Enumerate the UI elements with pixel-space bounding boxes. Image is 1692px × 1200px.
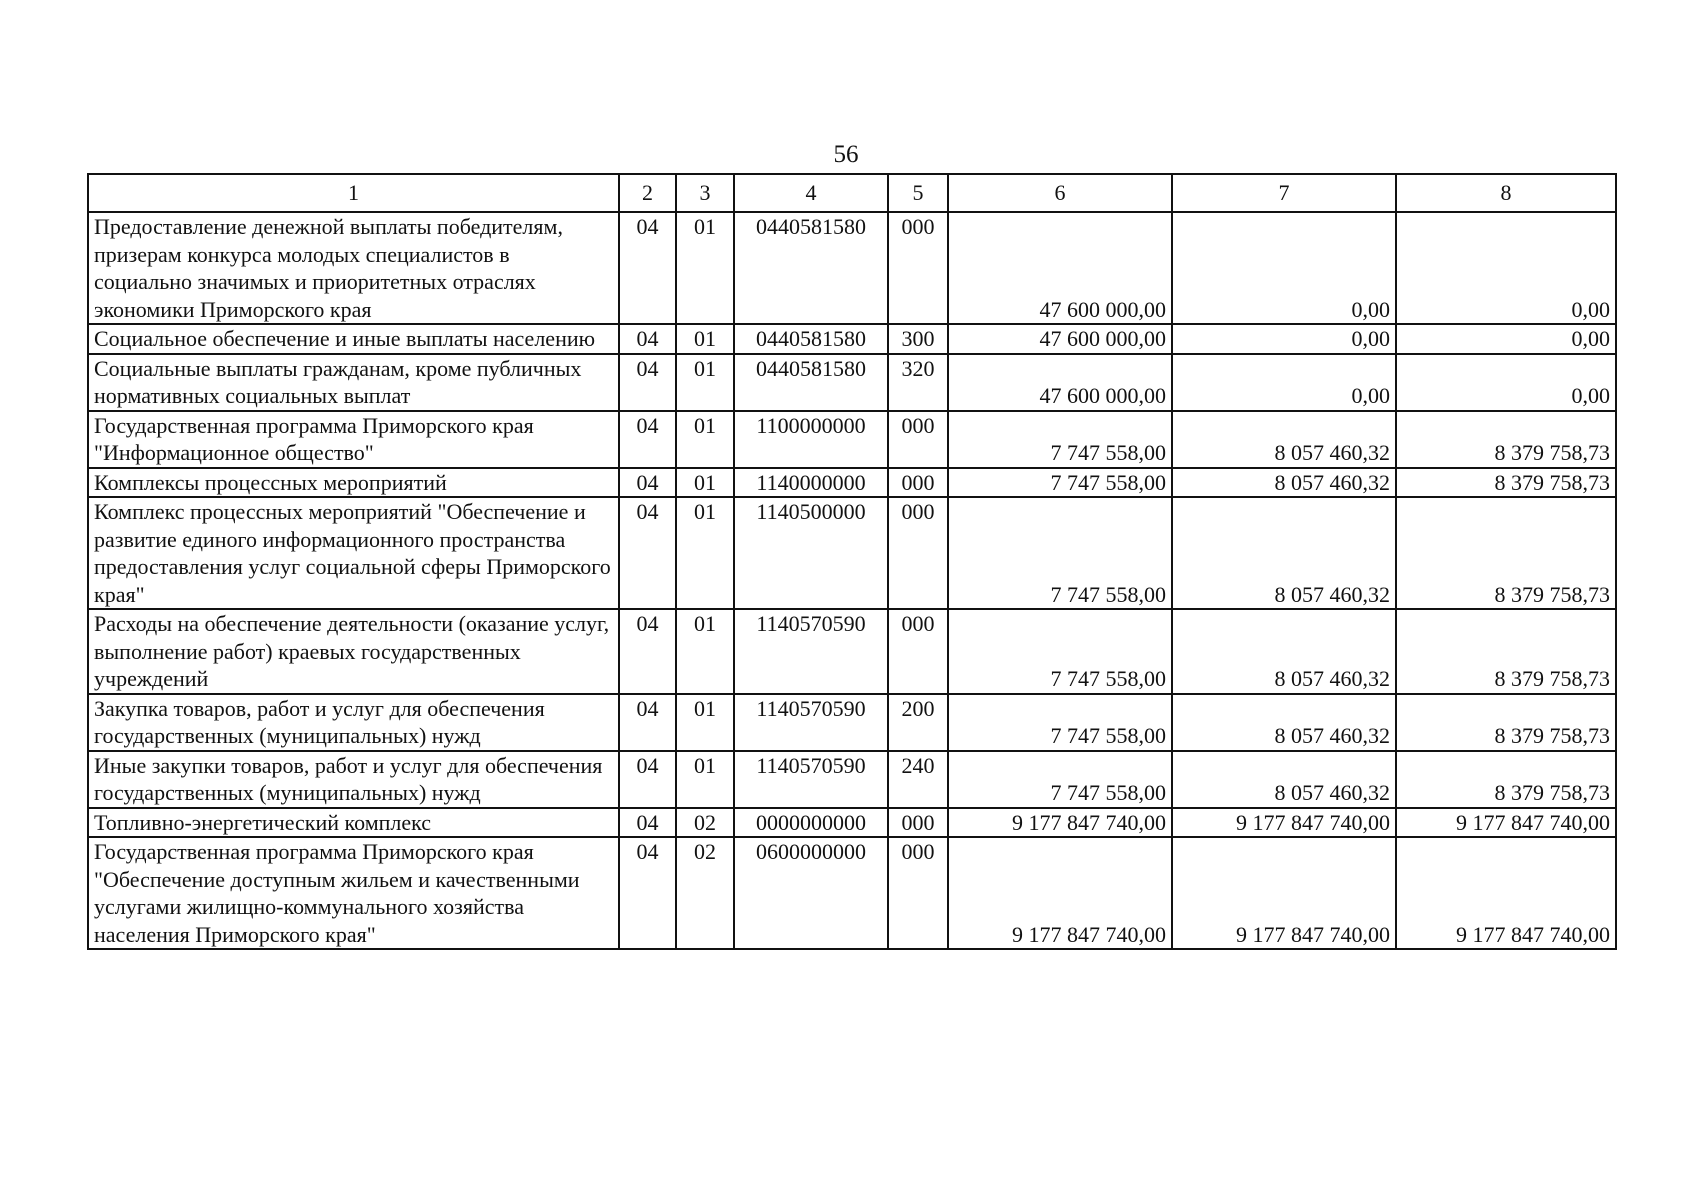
subsection-code: 01 xyxy=(676,411,734,468)
row-name: Закупка товаров, работ и услуг для обеспечения государственных (муниципальных) нужд xyxy=(88,694,619,751)
amount-col-8: 8 379 758,73 xyxy=(1396,411,1616,468)
target-article-code: 1100000000 xyxy=(734,411,888,468)
row-name: Топливно-энергетический комплекс xyxy=(88,808,619,838)
subsection-code: 01 xyxy=(676,212,734,324)
section-code: 04 xyxy=(619,609,676,694)
section-code: 04 xyxy=(619,324,676,354)
amount-col-8: 8 379 758,73 xyxy=(1396,497,1616,609)
amount-col-6: 47 600 000,00 xyxy=(948,324,1172,354)
target-article-code: 0000000000 xyxy=(734,808,888,838)
target-article-code: 1140500000 xyxy=(734,497,888,609)
row-name: Предоставление денежной выплаты победителям, призерам конкурса молодых специалистов в социально значимых и приоритетных отраслях экономики Приморского края xyxy=(88,212,619,324)
expense-type-code: 320 xyxy=(888,354,948,411)
amount-col-7: 8 057 460,32 xyxy=(1172,609,1396,694)
section-code: 04 xyxy=(619,468,676,498)
subsection-code: 01 xyxy=(676,468,734,498)
column-header: 5 xyxy=(888,174,948,212)
target-article-code: 0440581580 xyxy=(734,354,888,411)
table-row xyxy=(88,212,1616,324)
amount-col-6: 7 747 558,00 xyxy=(948,694,1172,751)
expense-type-code: 000 xyxy=(888,497,948,609)
subsection-code: 01 xyxy=(676,354,734,411)
amount-col-7: 8 057 460,32 xyxy=(1172,497,1396,609)
amount-col-6: 7 747 558,00 xyxy=(948,609,1172,694)
column-header: 7 xyxy=(1172,174,1396,212)
amount-col-8: 8 379 758,73 xyxy=(1396,609,1616,694)
expense-type-code: 000 xyxy=(888,609,948,694)
row-name: Социальные выплаты гражданам, кроме публичных нормативных социальных выплат xyxy=(88,354,619,411)
table-row xyxy=(88,609,1616,694)
row-name: Государственная программа Приморского края "Обеспечение доступным жильем и качественными услугами жилищно-коммунального хозяйства населения Приморского края" xyxy=(88,837,619,949)
section-code: 04 xyxy=(619,808,676,838)
subsection-code: 01 xyxy=(676,751,734,808)
target-article-code: 1140570590 xyxy=(734,751,888,808)
column-header: 8 xyxy=(1396,174,1616,212)
amount-col-8: 9 177 847 740,00 xyxy=(1396,837,1616,949)
amount-col-7: 9 177 847 740,00 xyxy=(1172,837,1396,949)
subsection-code: 02 xyxy=(676,808,734,838)
column-header: 3 xyxy=(676,174,734,212)
section-code: 04 xyxy=(619,497,676,609)
section-code: 04 xyxy=(619,354,676,411)
subsection-code: 02 xyxy=(676,837,734,949)
amount-col-8: 8 379 758,73 xyxy=(1396,751,1616,808)
row-name: Расходы на обеспечение деятельности (оказание услуг, выполнение работ) краевых государственных учреждений xyxy=(88,609,619,694)
column-header: 4 xyxy=(734,174,888,212)
row-name: Государственная программа Приморского края "Информационное общество" xyxy=(88,411,619,468)
expense-type-code: 000 xyxy=(888,468,948,498)
amount-col-7: 0,00 xyxy=(1172,324,1396,354)
amount-col-6: 47 600 000,00 xyxy=(948,354,1172,411)
amount-col-8: 0,00 xyxy=(1396,324,1616,354)
target-article-code: 0440581580 xyxy=(734,212,888,324)
amount-col-8: 9 177 847 740,00 xyxy=(1396,808,1616,838)
subsection-code: 01 xyxy=(676,497,734,609)
table-row xyxy=(88,497,1616,609)
amount-col-6: 7 747 558,00 xyxy=(948,497,1172,609)
column-header: 2 xyxy=(619,174,676,212)
target-article-code: 0600000000 xyxy=(734,837,888,949)
amount-col-7: 0,00 xyxy=(1172,212,1396,324)
budget-table xyxy=(87,173,1617,950)
amount-col-8: 8 379 758,73 xyxy=(1396,468,1616,498)
amount-col-6: 7 747 558,00 xyxy=(948,468,1172,498)
expense-type-code: 000 xyxy=(888,837,948,949)
column-header: 6 xyxy=(948,174,1172,212)
expense-type-code: 200 xyxy=(888,694,948,751)
row-name: Комплекс процессных мероприятий "Обеспечение и развитие единого информационного пространства предоставления услуг социальной сферы Приморского края" xyxy=(88,497,619,609)
table-row xyxy=(88,837,1616,949)
amount-col-7: 0,00 xyxy=(1172,354,1396,411)
expense-type-code: 240 xyxy=(888,751,948,808)
section-code: 04 xyxy=(619,212,676,324)
section-code: 04 xyxy=(619,694,676,751)
row-name: Социальное обеспечение и иные выплаты населению xyxy=(88,324,619,354)
table-row xyxy=(88,694,1616,751)
expense-type-code: 300 xyxy=(888,324,948,354)
section-code: 04 xyxy=(619,837,676,949)
section-code: 04 xyxy=(619,411,676,468)
table-row xyxy=(88,468,1616,498)
subsection-code: 01 xyxy=(676,609,734,694)
amount-col-6: 47 600 000,00 xyxy=(948,212,1172,324)
table-row xyxy=(88,354,1616,411)
amount-col-8: 0,00 xyxy=(1396,354,1616,411)
row-name: Иные закупки товаров, работ и услуг для обеспечения государственных (муниципальных) нужд xyxy=(88,751,619,808)
amount-col-6: 7 747 558,00 xyxy=(948,411,1172,468)
table-row xyxy=(88,411,1616,468)
row-name: Комплексы процессных мероприятий xyxy=(88,468,619,498)
amount-col-8: 0,00 xyxy=(1396,212,1616,324)
amount-col-7: 8 057 460,32 xyxy=(1172,468,1396,498)
table-row xyxy=(88,808,1616,838)
amount-col-6: 9 177 847 740,00 xyxy=(948,808,1172,838)
expense-type-code: 000 xyxy=(888,808,948,838)
table-row xyxy=(88,324,1616,354)
table-row xyxy=(88,751,1616,808)
header-row xyxy=(88,174,1616,212)
column-header: 1 xyxy=(88,174,619,212)
amount-col-7: 8 057 460,32 xyxy=(1172,694,1396,751)
amount-col-7: 8 057 460,32 xyxy=(1172,751,1396,808)
expense-type-code: 000 xyxy=(888,411,948,468)
subsection-code: 01 xyxy=(676,694,734,751)
section-code: 04 xyxy=(619,751,676,808)
amount-col-6: 7 747 558,00 xyxy=(948,751,1172,808)
target-article-code: 1140570590 xyxy=(734,609,888,694)
subsection-code: 01 xyxy=(676,324,734,354)
amount-col-7: 8 057 460,32 xyxy=(1172,411,1396,468)
target-article-code: 0440581580 xyxy=(734,324,888,354)
amount-col-7: 9 177 847 740,00 xyxy=(1172,808,1396,838)
target-article-code: 1140570590 xyxy=(734,694,888,751)
amount-col-8: 8 379 758,73 xyxy=(1396,694,1616,751)
expense-type-code: 000 xyxy=(888,212,948,324)
target-article-code: 1140000000 xyxy=(734,468,888,498)
amount-col-6: 9 177 847 740,00 xyxy=(948,837,1172,949)
page-number: 56 xyxy=(833,141,859,168)
